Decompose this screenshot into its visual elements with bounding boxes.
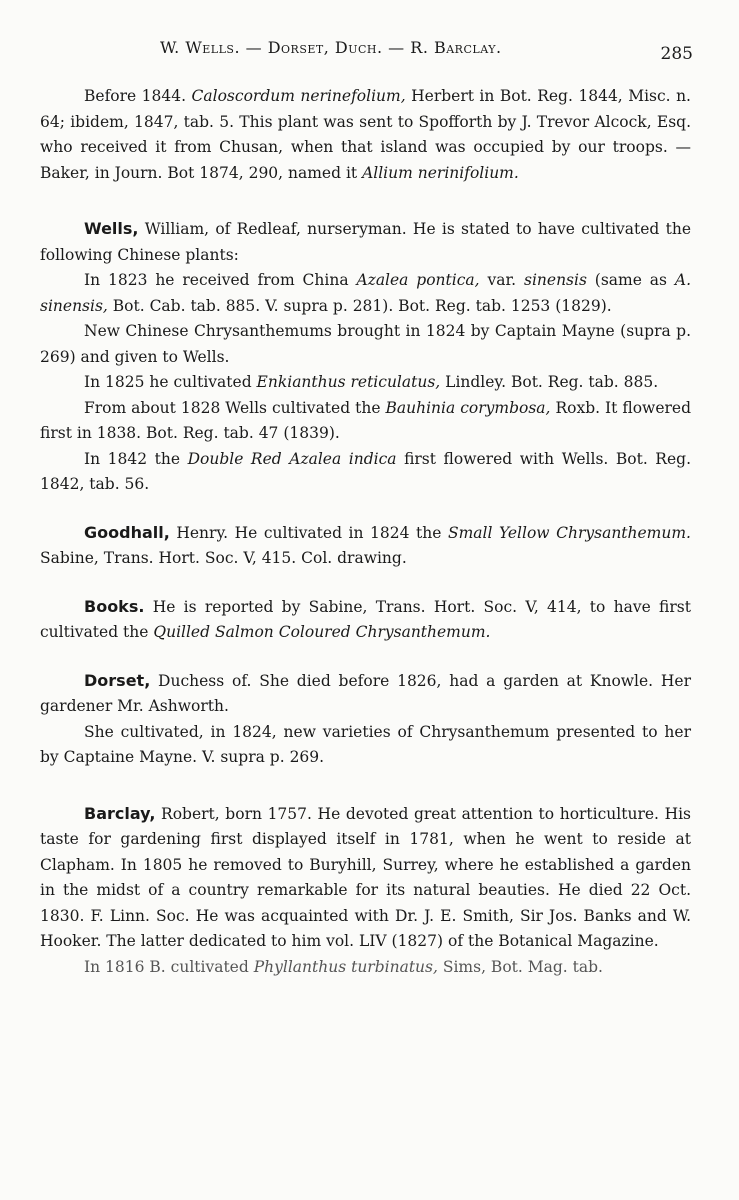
species-name: sinensis xyxy=(524,271,587,289)
text-span: He is reported by Sabine, Trans. Hort. Soc. V, 414, to have first cultivated the xyxy=(40,597,691,641)
entry-barclay xyxy=(40,801,691,981)
entry-dorset xyxy=(40,668,691,771)
entry-name: Books. xyxy=(84,596,145,616)
species-name: Azalea pontica, xyxy=(356,271,480,289)
species-name: Bauhinia corymbosa, xyxy=(385,398,551,417)
page-number: 285 xyxy=(660,44,693,64)
text-span: Roxb. It flowered first in 1838. Bot. Reg. tab. 47 (1839). xyxy=(40,398,692,442)
text-span: Lindley. Bot. Reg. tab. 885. xyxy=(440,373,659,391)
entry-wells-item xyxy=(40,268,691,319)
text-span: Bot. Cab. tab. 885. V. supra p. 281). Bot. Reg. tab. 1253 (1829). xyxy=(107,296,612,315)
entry-caloscordum xyxy=(40,84,691,186)
species-name: Phyllanthus turbinatus, xyxy=(253,957,438,976)
text-span: Sabine, Trans. Hort. Soc. V, 415. Col. drawing. xyxy=(40,549,407,567)
entry-barclay-item xyxy=(40,955,691,981)
text-span: Henry. He cultivated in 1824 the xyxy=(169,523,448,542)
entry-wells xyxy=(40,216,691,498)
entry-barclay-intro xyxy=(40,801,691,955)
entry-name: Wells, xyxy=(84,219,139,238)
text-span: In 1842 the xyxy=(84,449,188,468)
entry-goodhall xyxy=(40,520,691,572)
species-name: Caloscordum nerinefolium, xyxy=(191,87,406,105)
text-span: Duchess of. She died before 1826, had a garden at Knowle. Her gardener Mr. Ashworth. xyxy=(40,671,691,715)
text-span: In 1825 he cultivated xyxy=(84,373,257,391)
entry-wells-item: New Chinese Chrysanthemums brought in 1824 by Captain Mayne (supra p. 269) and given to Wells. xyxy=(40,322,691,366)
entry-wells-intro xyxy=(40,216,691,268)
species-name: Enkianthus reticulatus, xyxy=(256,373,441,391)
species-name: Small Yellow Chrysanthemum. xyxy=(447,523,691,542)
entry-wells-item xyxy=(40,396,691,447)
entry-wells-item xyxy=(40,447,691,498)
text-span: Robert, born 1757. He devoted great attention to horticulture. His taste for gardening first displayed itself in 1781, when he went to reside at Clapham. In 1805 he removed to Buryhill, Surrey, where he established a garden in the midst of a country remarkable for its natural beauties. He died 22 Oct. 1830. F. Linn. Soc. He was acquainted with Dr. J. E. Smith, Sir Jos. Banks and W. Hooker. The latter dedicated to him vol. LIV (1827) of the Botanical Magazine. xyxy=(40,804,691,950)
text-span: first flowered with Wells. Bot. Reg. 1842, tab. 56. xyxy=(40,449,691,493)
page-header xyxy=(0,34,739,64)
entry-dorset-intro xyxy=(40,668,691,720)
entry-name: Dorset, xyxy=(84,670,151,690)
text-span: Herbert in Bot. Reg. 1844, Misc. n. 64; ibidem, 1847, tab. 5. This plant was sent to Spofforth by J. Trevor Alcock, Esq. who received it from Chusan, when that island was occupied by our troops. — Baker, in Journ. Bot 1874, 290, named it xyxy=(40,87,691,182)
entry-books xyxy=(40,594,691,646)
entry-name: Barclay, xyxy=(84,803,156,823)
text-span: In 1823 he received from China xyxy=(84,271,357,289)
entry-name: Goodhall, xyxy=(84,522,170,542)
text-span: Before 1844. xyxy=(84,87,192,105)
species-name: A. sinensis, xyxy=(40,271,692,315)
text-span: From about 1828 Wells cultivated the xyxy=(84,398,386,417)
page-body xyxy=(40,84,691,980)
text-span: In 1816 B. cultivated xyxy=(84,957,254,976)
species-name: Quilled Salmon Coloured Chrysanthemum. xyxy=(153,623,491,641)
running-title: W. Wells. — Dorset, Duch. — R. Barclay. xyxy=(160,38,502,57)
species-name: Allium nerinifolium. xyxy=(362,163,519,182)
text-span: Sims, Bot. Mag. tab. xyxy=(437,957,603,976)
text-span: William, of Redleaf, nurseryman. He is stated to have cultivated the following Chinese plants: xyxy=(40,220,691,264)
text-span: (same as xyxy=(586,271,675,289)
entry-wells-item xyxy=(40,370,691,396)
text-span: var. xyxy=(479,271,524,289)
entry-dorset-item: She cultivated, in 1824, new varieties of Chrysanthemum presented to her by Captaine Mayne. V. supra p. 269. xyxy=(40,722,691,766)
species-name: Double Red Azalea indica xyxy=(187,449,397,468)
